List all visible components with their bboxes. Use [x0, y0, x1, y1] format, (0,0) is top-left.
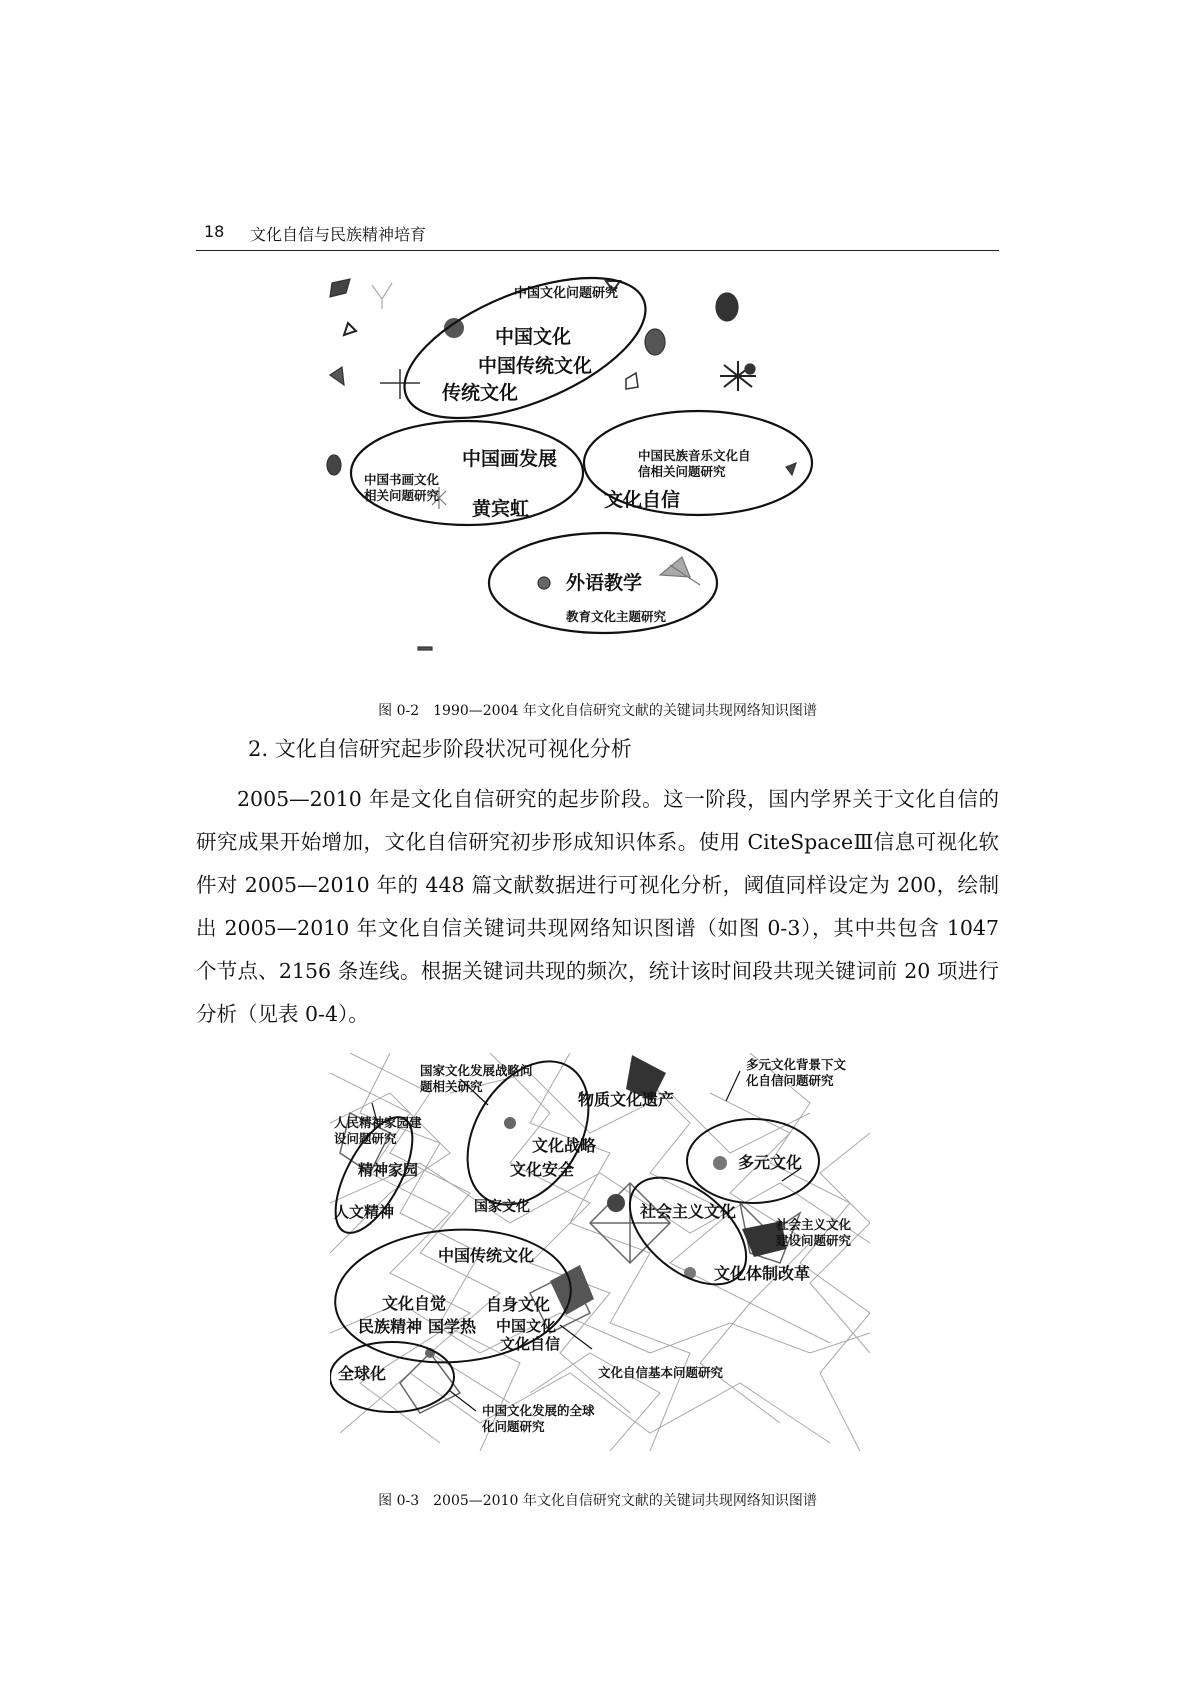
fig2-label: 文化自信: [500, 1335, 561, 1353]
fig2-label: 社会主义文化: [776, 1217, 852, 1232]
fig1-label: 中国画发展: [462, 448, 558, 470]
node-shape: [330, 367, 344, 385]
page-number: 18: [204, 222, 225, 241]
node-shape: [538, 577, 550, 589]
figure-0-2-svg: [320, 275, 860, 655]
node-shape: [786, 463, 796, 475]
node-shape: [660, 557, 700, 585]
node-shape: [380, 369, 420, 399]
node-shape: [645, 329, 665, 355]
figure-0-2: [320, 275, 860, 655]
fig1-label: 中国文化: [495, 326, 572, 348]
fig2-label: 物质文化遗产: [578, 1090, 675, 1109]
fig1-label: 外语教学: [566, 572, 643, 594]
fig2-label: 中国文化: [496, 1317, 557, 1335]
node-shape: [745, 364, 755, 374]
fig2-label: 化自信问题研究: [746, 1073, 834, 1088]
fig2-label: 中国文化发展的全球: [482, 1403, 595, 1418]
fig2-label: 文化自信基本问题研究: [598, 1365, 724, 1380]
node-shape: [372, 283, 392, 309]
fig1-label: 黄宾虹: [472, 498, 530, 520]
fig2-label: 多元文化背景下文: [746, 1057, 847, 1072]
fig1-label: 中国书画文化: [364, 472, 440, 487]
fig1-label: 相关问题研究: [364, 488, 440, 503]
fig2-label: 化问题研究: [482, 1419, 545, 1434]
fig2-label: 中国传统文化: [438, 1246, 535, 1265]
fig1-label: 信相关问题研究: [638, 464, 726, 479]
fig1-label: 文化自信: [604, 489, 681, 511]
fig1-label: 传统文化: [442, 382, 519, 404]
fig2-label: 多元文化: [738, 1153, 803, 1172]
fig2-label: 民族精神: [358, 1317, 423, 1336]
fig2-label: 国学热: [428, 1317, 477, 1336]
fig2-label: 文化安全: [510, 1160, 575, 1179]
fig1-label: 教育文化主题研究: [566, 609, 667, 624]
fig2-arrows: [372, 1071, 803, 1411]
fig1-label: 中国民族音乐文化自: [638, 448, 751, 463]
figure-0-3-caption: 图 0-3 2005—2010 年文化自信研究文献的关键词共现网络知识图谱: [378, 1493, 817, 1509]
fig2-label: 自身文化: [486, 1295, 551, 1314]
section-heading: 2. 文化自信研究起步阶段状况可视化分析: [248, 737, 632, 761]
fig2-label: 建设问题研究: [776, 1233, 852, 1248]
fig2-label: 题相关研究: [420, 1079, 483, 1094]
fig1-label: 中国文化问题研究: [513, 286, 619, 301]
fig2-label: 人文精神: [334, 1203, 395, 1221]
fig2-label: 文化战略: [532, 1136, 597, 1155]
fig2-label: 设问题研究: [334, 1131, 397, 1146]
running-head: [196, 220, 999, 251]
fig2-label: 全球化: [338, 1364, 387, 1383]
fig2-label: 国家文化发展战略问: [420, 1063, 533, 1078]
node-shape: [418, 647, 432, 650]
fig2-label: 国家文化: [474, 1199, 530, 1215]
book-title: 文化自信与民族精神培育: [250, 225, 427, 244]
figure-0-2-caption: 图 0-2 1990—2004 年文化自信研究文献的关键词共现网络知识图谱: [378, 703, 817, 719]
node-shape: [330, 279, 350, 297]
node-shape: [327, 455, 341, 475]
fig2-network-edges: [330, 1053, 870, 1451]
figure-0-3: [330, 1053, 870, 1451]
node-shape: [344, 323, 356, 335]
fig2-label: 文化体制改革: [714, 1264, 811, 1283]
fig2-label: 文化自觉: [382, 1294, 447, 1313]
body-paragraph: 2005—2010 年是文化自信研究的起步阶段。这一阶段，国内学界关于文化自信的研究成果开始增加，文化自信研究初步形成知识体系。使用 CiteSpaceⅢ信息可视化软件对 2005—2010 年的 448 篇文献数据进行可视化分析，阈值同样设定为 200，绘制出 2005—2010 年文化自信关键词共现网络知识图谱（如图 0-3），其中共包含 1047 个节点、2156 条连线。根据关键词共现的频次，统计该时间段共现关键词前 20 项进行分析（见表 0-4）。: [196, 787, 999, 1026]
fig2-label: 社会主义文化: [640, 1202, 737, 1221]
fig2-label: 精神家园: [358, 1161, 419, 1179]
figure-0-3-svg: [330, 1053, 870, 1451]
cluster-ellipse: [610, 1157, 766, 1306]
node-shape: [626, 373, 638, 389]
fig1-label: 中国传统文化: [478, 355, 593, 377]
fig2-label: 人民精神家园建: [334, 1115, 422, 1130]
node-shape: [716, 293, 738, 321]
